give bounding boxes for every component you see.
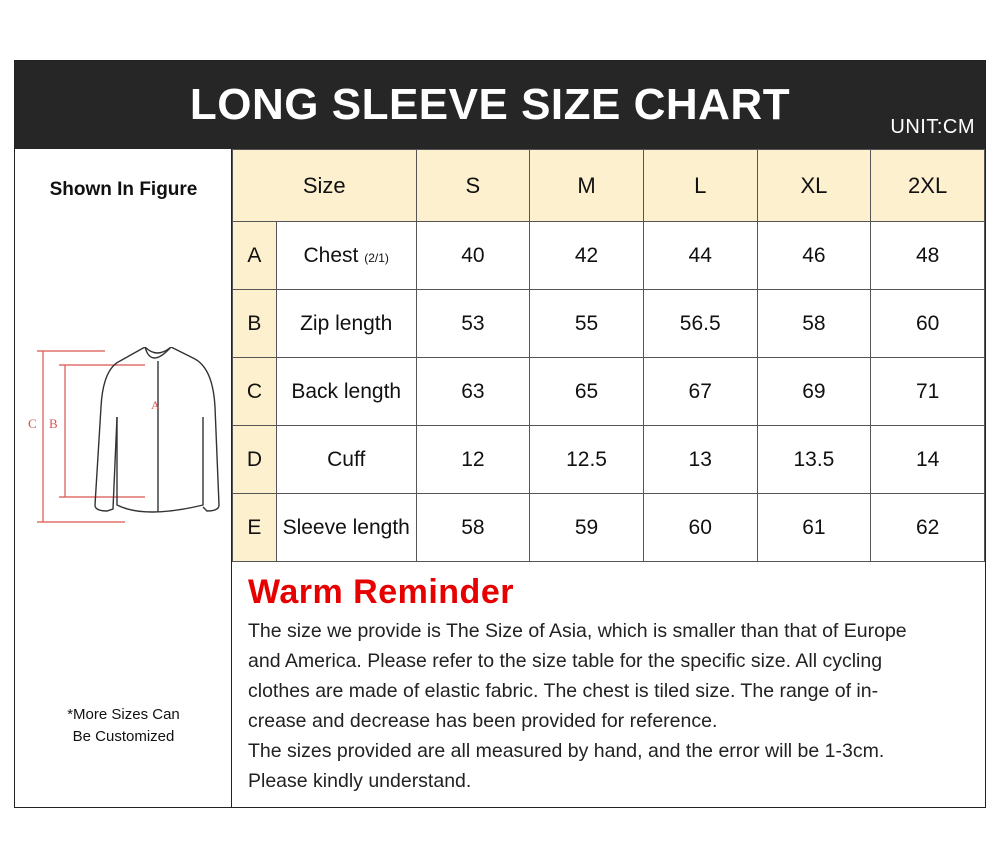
row-letter: A — [233, 222, 277, 290]
row-letter: D — [233, 426, 277, 494]
more-sizes-line-1: *More Sizes Can — [67, 706, 180, 723]
jersey-outline — [95, 347, 219, 512]
row-letter: C — [233, 358, 277, 426]
b-label: B — [49, 416, 58, 431]
table-cell: 71 — [871, 358, 985, 426]
table-cell: 42 — [530, 222, 644, 290]
table-cell: 65 — [530, 358, 644, 426]
reminder-body — [248, 616, 978, 796]
reminder-line: and America. Please refer to the size table for the specific size. All cycling — [248, 650, 883, 672]
table-cell: 53 — [416, 290, 530, 358]
size-2xl: 2XL — [871, 150, 985, 222]
table-cell: 46 — [757, 222, 871, 290]
table-cell: 56.5 — [643, 290, 757, 358]
table-cell: 48 — [871, 222, 985, 290]
table-cell: 62 — [871, 494, 985, 562]
c-label: C — [28, 416, 37, 431]
row-name: Zip length — [276, 290, 416, 358]
jersey-figure — [25, 347, 235, 537]
table-cell: 12 — [416, 426, 530, 494]
row-name: Sleeve length — [276, 494, 416, 562]
table-cell: 14 — [871, 426, 985, 494]
table-cell: 13.5 — [757, 426, 871, 494]
table-cell: 60 — [643, 494, 757, 562]
row-letter: B — [233, 290, 277, 358]
size-header: Size — [233, 150, 417, 222]
row-name-text: Chest — [303, 243, 359, 267]
shown-in-figure-label: Shown In Figure — [49, 179, 198, 200]
reminder-line: Please kindly understand. — [248, 770, 472, 792]
table-row — [233, 426, 985, 494]
size-table — [232, 149, 985, 562]
a-label: A — [151, 398, 160, 412]
table-row — [233, 222, 985, 290]
table-cell: 59 — [530, 494, 644, 562]
measurement-lines — [37, 351, 145, 522]
size-xl: XL — [757, 150, 871, 222]
reminder-title: Warm Reminder — [248, 573, 514, 611]
size-s: S — [416, 150, 530, 222]
reminder-line: The size we provide is The Size of Asia, which is smaller than that of Europe — [248, 620, 907, 642]
table-cell: 55 — [530, 290, 644, 358]
table-row — [233, 290, 985, 358]
table-cell: 60 — [871, 290, 985, 358]
table-cell: 61 — [757, 494, 871, 562]
unit-label: UNIT:CM — [890, 116, 975, 138]
table-cell: 69 — [757, 358, 871, 426]
table-cell: 13 — [643, 426, 757, 494]
size-l: L — [643, 150, 757, 222]
reminder-line: clothes are made of elastic fabric. The chest is tiled size. The range of in- — [248, 680, 879, 702]
warm-reminder — [232, 559, 985, 807]
row-note: (2/1) — [364, 250, 389, 265]
table-cell: 58 — [757, 290, 871, 358]
table-cell: 12.5 — [530, 426, 644, 494]
size-m: M — [530, 150, 644, 222]
figure-column — [15, 149, 232, 807]
table-cell: 44 — [643, 222, 757, 290]
table-cell: 40 — [416, 222, 530, 290]
reminder-line: crease and decrease has been provided for reference. — [248, 710, 718, 732]
more-sizes-note — [15, 704, 232, 748]
row-letter: E — [233, 494, 277, 562]
row-name — [276, 222, 416, 290]
reminder-line: The sizes provided are all measured by hand, and the error will be 1-3cm. — [248, 740, 885, 762]
table-cell: 58 — [416, 494, 530, 562]
table-row — [233, 494, 985, 562]
chart-title: LONG SLEEVE SIZE CHART — [189, 80, 791, 129]
table-cell: 67 — [643, 358, 757, 426]
size-chart — [14, 60, 986, 808]
title-bar — [15, 61, 985, 149]
table-row — [233, 358, 985, 426]
table-cell: 63 — [416, 358, 530, 426]
row-name: Cuff — [276, 426, 416, 494]
table-header-row — [233, 150, 985, 222]
more-sizes-line-2: Be Customized — [72, 728, 175, 745]
row-name: Back length — [276, 358, 416, 426]
